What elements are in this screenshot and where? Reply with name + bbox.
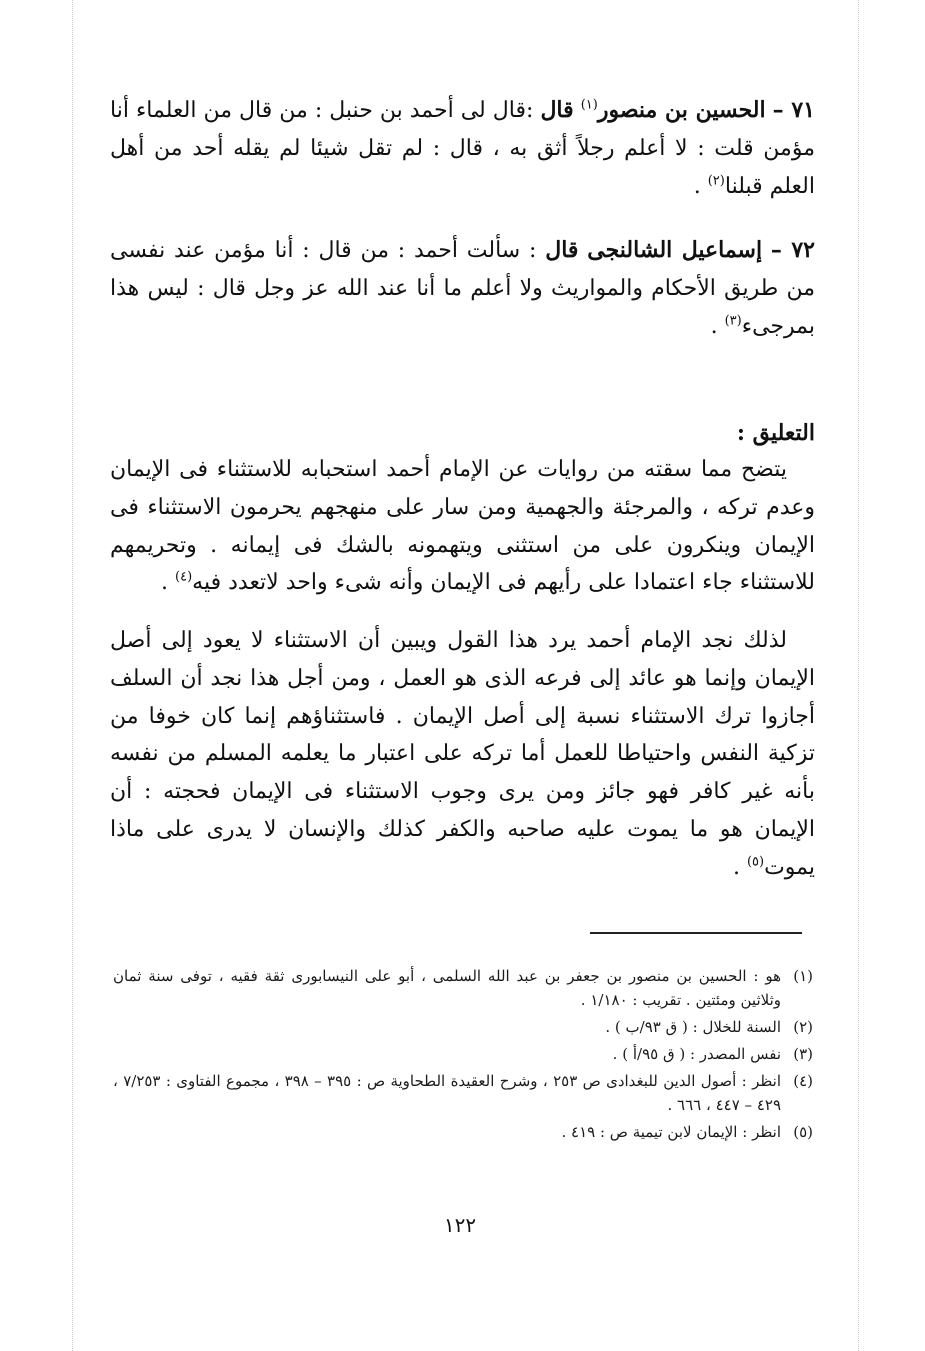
footnote-marker: (٣) bbox=[724, 313, 742, 329]
period: . bbox=[693, 173, 701, 199]
commentary-heading: التعليق : bbox=[736, 420, 815, 446]
footnote-number: (٥) bbox=[793, 1123, 813, 1141]
footnote-text: انظر : الإيمان لابن تيمية ص : ٤١٩ . bbox=[561, 1123, 781, 1141]
footnote-marker: (٥) bbox=[746, 854, 765, 870]
footnote-text: انظر : أصول الدين للبغدادى ص ٢٥٣ ، وشرح العقيدة الطحاوية ص : ٣٩٥ – ٣٩٨ ، مجموع الفتاوى : ٧/٢٥٣ ، ٤٢٩ – ٤٤٧ ، ٦٦٦ . bbox=[113, 1072, 782, 1114]
page-number: ١٢٢ bbox=[443, 1213, 477, 1237]
narration-verb: قال bbox=[545, 237, 579, 263]
footnote-separator bbox=[590, 932, 802, 934]
footnote-number: (١) bbox=[793, 967, 813, 985]
footnote-number: (٢) bbox=[793, 1018, 813, 1036]
footnote-3 bbox=[113, 1042, 813, 1066]
footnote-1 bbox=[113, 964, 813, 1012]
footnote-2 bbox=[113, 1015, 813, 1039]
scan-margin-line bbox=[72, 0, 73, 1351]
narration-72 bbox=[110, 232, 815, 345]
footnote-number: (٣) bbox=[793, 1045, 813, 1063]
period: . bbox=[710, 313, 718, 339]
footnote-number: (٤) bbox=[793, 1072, 813, 1090]
commentary-paragraph-2 bbox=[110, 622, 815, 887]
narration-number: ٧٢ – bbox=[770, 237, 815, 263]
narration-text: :قال لى أحمد بن حنبل : من قال من العلماء أنا مؤمن قلت : لا أعلم رجلاً أثق به ، قال : لم تقل شيئا لم يقله أحد من أهل العلم قبلنا bbox=[110, 98, 815, 199]
footnote-text: السنة للخلال : ( ق ٩٣/ب ) . bbox=[605, 1018, 781, 1036]
narrator-name: الحسين بن منصور bbox=[597, 97, 766, 123]
footnote-text: هو : الحسين بن منصور بن جعفر بن عبد الله السلمى ، أبو على النيسابورى ثقة فقيه ، توفى سنة ثمان وثلاثين ومئتين . تقريب : ١/١٨٠ . bbox=[113, 967, 781, 1009]
narration-number: ٧١ – bbox=[772, 97, 815, 123]
paragraph-text: لذلك نجد الإمام أحمد يرد هذا القول ويبين أن الاستثناء لا يعود إلى أصل الإيمان وإنما هو عائد إلى فرعه الذى هو العمل ، ومن أجل هذا نجد أن السلف أجازوا ترك الاستثناء نسبة إلى أصل الإيمان . فاستثناؤهم إنما كان خوفا من تزكية النفس واحتياطا للعمل أما تركه على اعتبار ما يعلمه المسلم من نفسه بأنه غير كافر فهو جائز ومن يرى وجوب الاستثناء فى الإيمان فحجته : أن الإيمان هو ما يموت عليه صاحبه والكفر كذلك والإنسان لا يدرى على ماذا يموت bbox=[110, 628, 815, 880]
period: . bbox=[732, 854, 740, 880]
narration-text: : سألت أحمد : من قال : أنا مؤمن عند نفسى من طريق الأحكام والمواريث ولا أعلم ما أنا عند الله عز وجل قال : ليس هذا بمرجىء bbox=[110, 238, 815, 339]
paragraph-text: يتضح مما سقته من روايات عن الإمام أحمد استحبابه للاستثناء فى الإيمان وعدم تركه ، والمرجئة والجهمية ومن سار على منهجهم يحرمون الاستثناء فى الإيمان وينكرون على من استثنى ويتهمونه بالشك فى إيمانه . وتحريمهم للاستثناء جاء اعتمادا على رأيهم فى الإيمان وأنه شىء واحد لاتعدد فيه bbox=[110, 457, 815, 596]
period: . bbox=[161, 570, 169, 596]
footnote-marker: (١) bbox=[580, 97, 598, 113]
narration-71 bbox=[110, 92, 815, 205]
footnote-marker: (٢) bbox=[707, 173, 725, 189]
footnote-4 bbox=[113, 1069, 813, 1117]
footnotes bbox=[113, 964, 813, 1147]
scan-margin-line bbox=[858, 0, 859, 1351]
footnote-text: نفس المصدر : ( ق ٩٥/أ ) . bbox=[612, 1045, 781, 1063]
narrator-name: إسماعيل الشالنجى bbox=[587, 237, 763, 263]
footnote-marker: (٤) bbox=[175, 570, 193, 586]
narration-verb: قال bbox=[540, 97, 574, 123]
footnote-5 bbox=[113, 1120, 813, 1144]
commentary-paragraph-1 bbox=[110, 451, 815, 602]
